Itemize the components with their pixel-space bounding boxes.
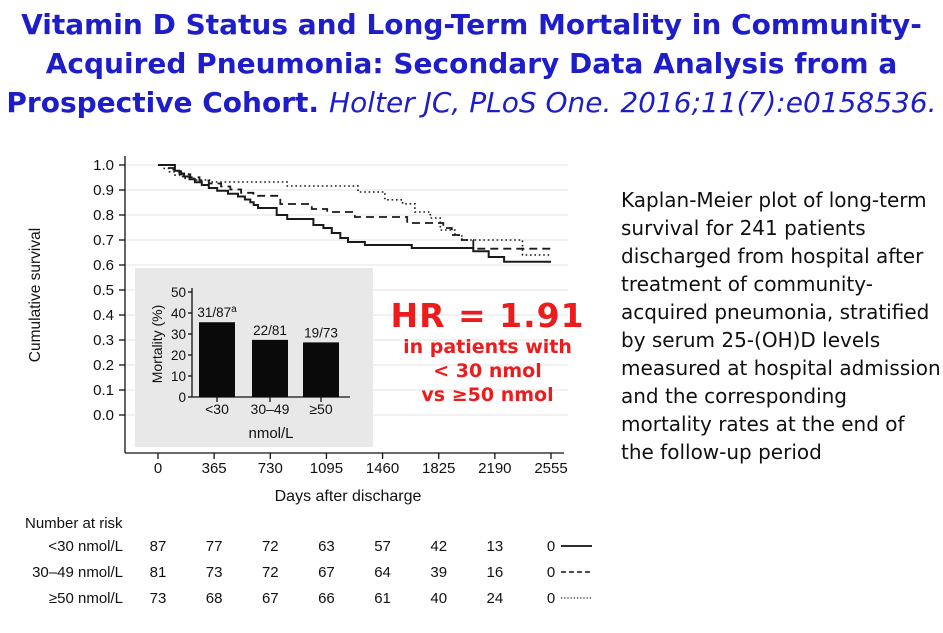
inset-bar-label-sup: a [231,304,237,316]
risk-count: 13 [486,538,504,555]
number-at-risk-heading: Number at risk [25,515,123,532]
risk-count: 77 [205,538,223,555]
risk-count: 72 [261,538,279,555]
inset-bar [199,322,235,397]
risk-row-label: <30 nmol/L [48,538,123,555]
title-line-1: Vitamin D Status and Long-Term Mortality in Community- [21,8,922,41]
risk-count: 73 [149,590,167,607]
inset-y-tick-label: 40 [170,306,186,321]
risk-count: 0 [546,590,556,607]
hr-annotation [385,297,590,407]
inset-bar [303,342,339,397]
inset-x-axis-title: nmol/L [248,425,294,442]
risk-row-label: ≥50 nmol/L [48,590,123,607]
hr-subtext-3: vs ≥50 nmol [421,384,554,406]
x-tick-label: 1825 [422,460,456,477]
slide-title [0,5,943,122]
title-line-3 [0,83,943,122]
risk-count: 72 [261,564,279,581]
hr-subtext-1: in patients with [403,336,572,358]
risk-count: 87 [149,538,167,555]
risk-count: 39 [430,564,448,581]
risk-count: 0 [546,538,556,555]
x-axis-title: Days after discharge [274,488,422,505]
inset-x-tick-label: 30–49 [250,401,290,417]
risk-row-label: 30–49 nmol/L [32,564,123,581]
inset-x-tick-label: ≥50 [309,401,333,417]
inset-y-tick-label: 50 [170,285,186,300]
inset-bar-label: 31/87$^a$ [197,304,237,321]
km-y-tick-labels [93,157,114,424]
y-tick-label: 0.3 [93,332,114,349]
inset-x-tick-label: <30 [205,401,229,417]
y-tick-label: 0.9 [93,182,114,199]
km-curve-30to49 [158,165,551,249]
hr-value: HR = 1.91 [390,296,585,335]
risk-count: 68 [205,590,223,607]
km-curve-lt30 [158,165,551,262]
title-line-2: Acquired Pneumonia: Secondary Data Analysis from a [45,47,898,80]
y-tick-label: 0.2 [93,357,114,374]
y-tick-label: 0.5 [93,282,114,299]
y-tick-label: 0.6 [93,257,114,274]
hr-subtext-2: < 30 nmol [433,360,542,382]
inset-bar-label: 22/81 [253,322,287,338]
inset-y-tick-label: 0 [178,390,186,405]
x-tick-label: 1095 [309,460,344,477]
risk-count: 24 [486,590,504,607]
x-tick-label: 365 [201,460,227,477]
inset-y-tick-label: 10 [170,369,186,384]
y-tick-label: 0.8 [93,207,114,224]
y-tick-label: 1.0 [93,157,114,174]
x-tick-label: 1460 [365,460,400,477]
y-tick-label: 0.4 [93,307,114,324]
risk-count: 73 [205,564,223,581]
x-tick-label: 0 [153,460,163,477]
y-tick-label: 0.1 [93,382,114,399]
x-tick-label: 2190 [478,460,512,477]
inset-y-tick-label: 30 [170,327,186,342]
y-tick-label: 0.7 [93,232,114,249]
km-x-tick-labels [154,460,568,477]
risk-count: 67 [318,564,335,581]
y-tick-label: 0.0 [93,407,114,424]
risk-count: 66 [318,590,335,607]
risk-count: 63 [318,538,335,555]
risk-count: 40 [430,590,448,607]
figure-caption: Kaplan-Meier plot of long-term survival for 241 patients discharged from hospital after treatment of community-acquired pneumonia, stratified by serum 25-(OH)D levels measured at hospital admission and the corresponding mortality rates at the end of the follow-up period [621,188,941,464]
title-citation: Holter JC, PLoS One. 2016;11(7):e0158536. [329,86,937,119]
inset-bar-label: 19/73 [304,325,338,341]
risk-count: 42 [430,538,448,555]
risk-count: 81 [149,564,167,581]
inset-mortality-chart [135,268,373,447]
risk-count: 0 [546,564,556,581]
inset-y-axis-title: Mortality (%) [149,304,165,384]
risk-count: 16 [486,564,504,581]
km-curves [158,165,551,262]
title-line-3-text: Prospective Cohort. [6,86,320,119]
risk-count: 67 [261,590,279,607]
inset-y-tick-label: 20 [170,348,186,363]
x-tick-label: 730 [257,460,283,477]
risk-count: 64 [374,564,391,581]
risk-count: 61 [374,590,391,607]
y-axis-title: Cumulative survival [27,227,44,363]
x-tick-label: 2555 [534,460,568,477]
number-at-risk-table [25,515,592,607]
inset-bar [252,340,288,397]
risk-count: 57 [374,538,391,555]
